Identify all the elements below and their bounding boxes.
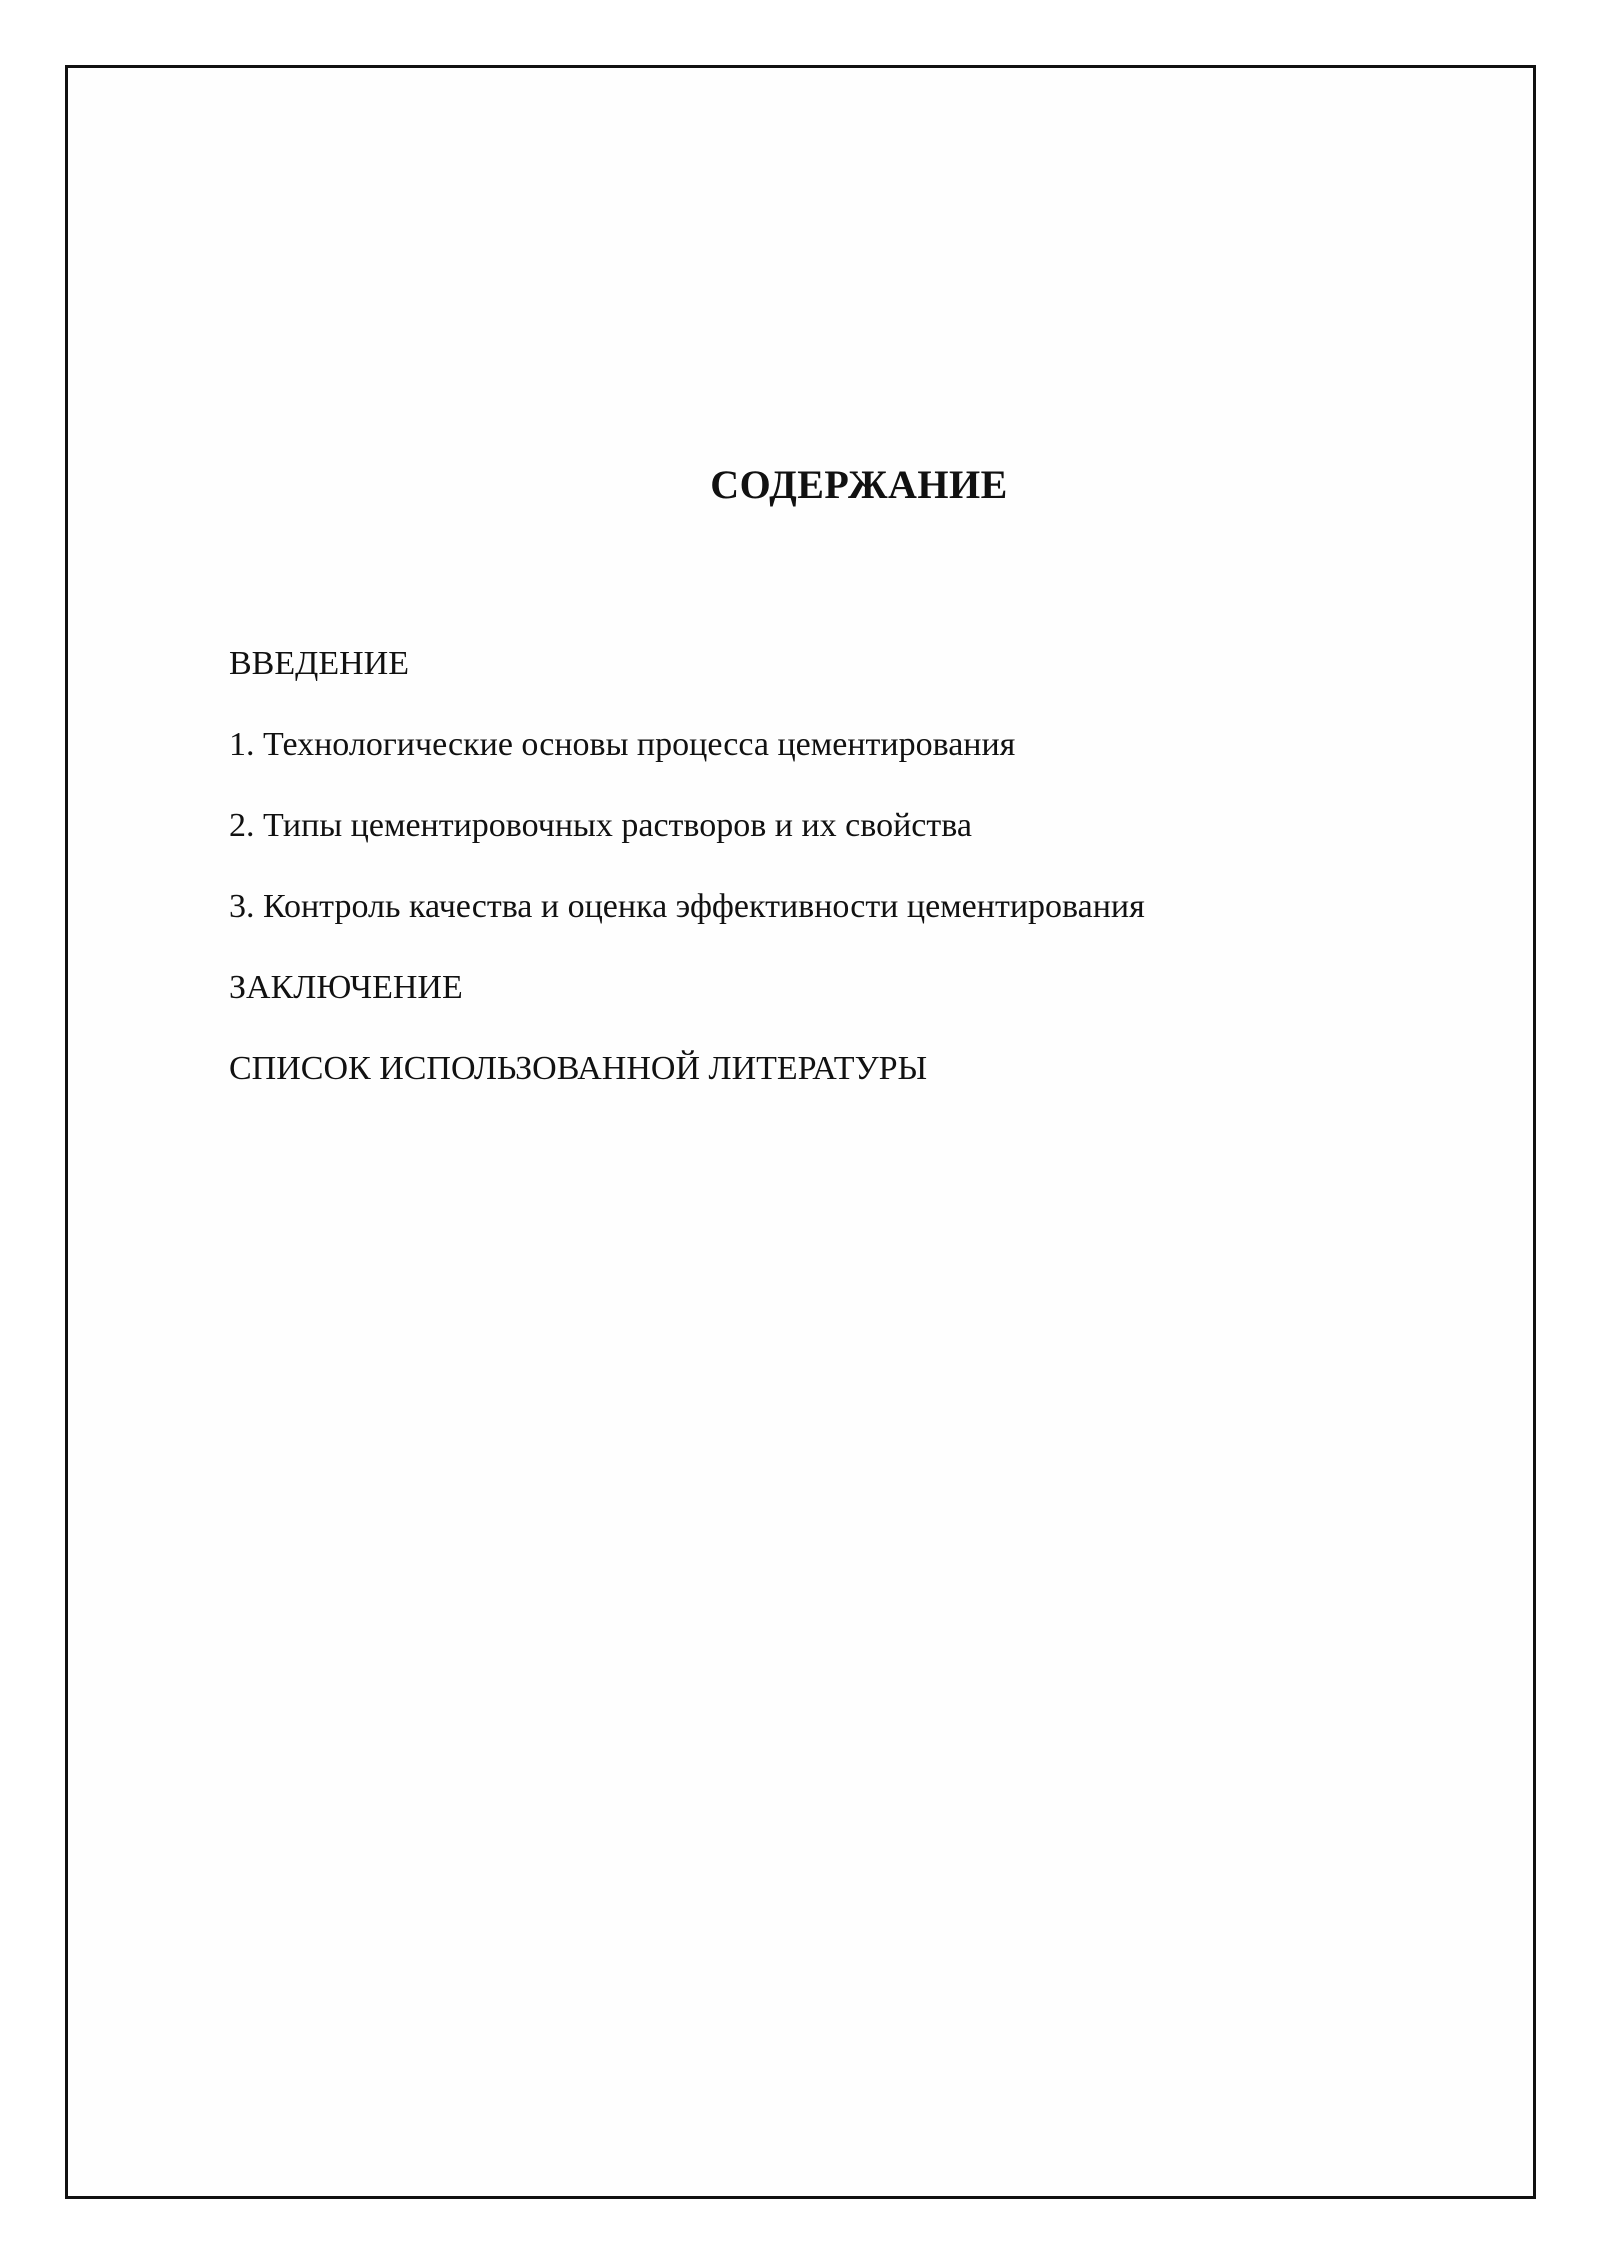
toc-item-introduction: ВВЕДЕНИЕ	[229, 645, 409, 682]
table-of-contents	[229, 640, 1479, 1126]
toc-item-references: СПИСОК ИСПОЛЬЗОВАННОЙ ЛИТЕРАТУРЫ	[229, 1050, 928, 1087]
toc-item-conclusion: ЗАКЛЮЧЕНИЕ	[229, 969, 463, 1006]
page-frame	[65, 65, 1536, 2199]
toc-item-chapter-1: 1. Технологические основы процесса цементирования	[229, 726, 1016, 763]
toc-item-chapter-3: 3. Контроль качества и оценка эффективности цементирования	[229, 888, 1145, 925]
page-title: СОДЕРЖАНИЕ	[710, 462, 1008, 507]
toc-item-chapter-2: 2. Типы цементировочных растворов и их свойства	[229, 807, 972, 844]
